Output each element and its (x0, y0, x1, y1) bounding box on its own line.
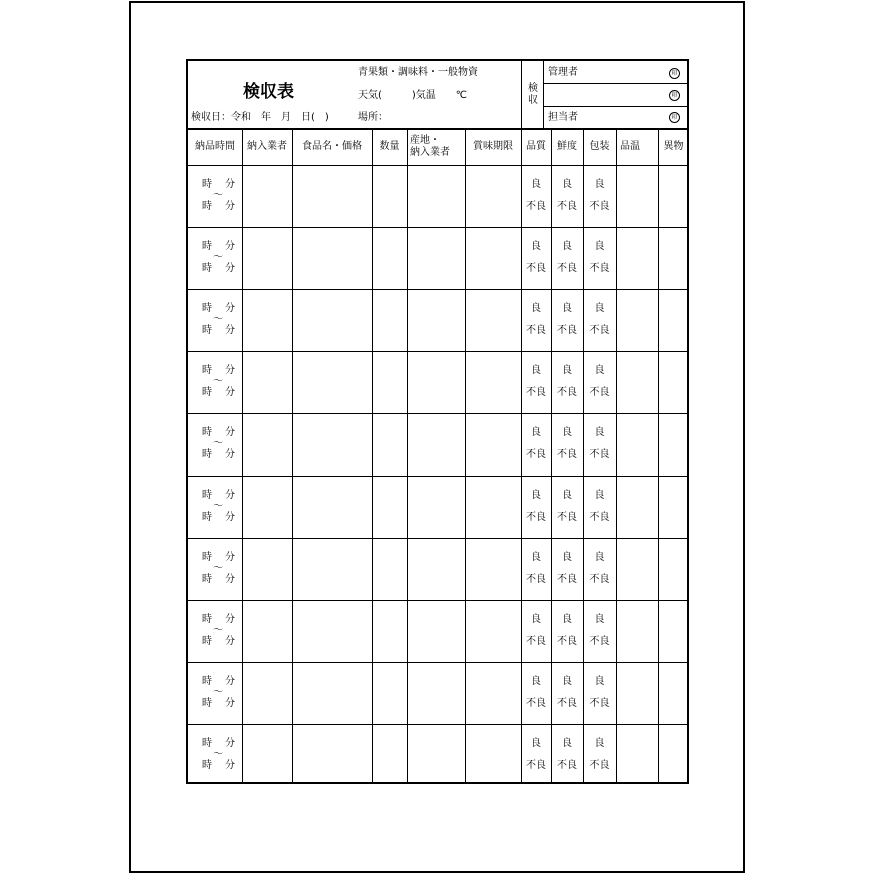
hour-label: 時 (202, 179, 212, 190)
minute-label: 分 (225, 201, 235, 212)
bad-label: 不良 (557, 511, 577, 523)
bad-label: 不良 (526, 263, 546, 275)
col-header-foreign: 異物 (663, 141, 684, 152)
good-label: 良 (531, 675, 541, 687)
minute-label: 分 (225, 365, 235, 377)
column-divider (521, 128, 522, 784)
hour-label: 時 (202, 551, 212, 563)
good-label: 良 (531, 613, 541, 625)
minute-label: 分 (225, 179, 235, 190)
inspection-label-1: 検 (528, 83, 538, 94)
good-label: 良 (594, 179, 605, 190)
bad-label: 不良 (557, 759, 577, 771)
hour-label: 時 (202, 759, 212, 771)
inspection-label-2: 収 (528, 95, 538, 106)
column-divider (242, 128, 243, 784)
minute-label: 分 (225, 573, 235, 585)
minute-label: 分 (225, 511, 235, 523)
row-divider (188, 289, 689, 290)
tilde-label: ～ (213, 686, 223, 698)
row-divider (188, 413, 689, 414)
minute-label: 分 (225, 551, 235, 563)
seal-icon: 印 (669, 112, 680, 123)
good-label: 良 (562, 551, 572, 563)
minute-label: 分 (225, 613, 235, 625)
good-label: 良 (562, 737, 572, 749)
person-in-charge-label: 担当者 (548, 112, 578, 123)
bad-label: 不良 (589, 263, 610, 275)
bad-label: 不良 (526, 325, 546, 337)
column-divider (658, 128, 659, 784)
col-header-origin-1: 産地・ (410, 135, 440, 146)
hour-label: 時 (202, 613, 212, 625)
good-label: 良 (594, 241, 605, 253)
good-label: 良 (531, 427, 541, 439)
bad-label: 不良 (589, 387, 610, 399)
col-header-food-price: 食品名・価格 (302, 141, 362, 152)
hour-label: 時 (202, 427, 212, 439)
good-label: 良 (594, 303, 605, 315)
hour-label: 時 (202, 675, 212, 687)
row-divider (188, 600, 689, 601)
col-header-temperature: 品温 (620, 141, 640, 152)
hour-label: 時 (202, 573, 212, 585)
good-label: 良 (594, 551, 605, 563)
tilde-label: ～ (213, 252, 223, 264)
row-divider (188, 538, 689, 539)
bad-label: 不良 (557, 449, 577, 461)
column-divider (616, 128, 617, 784)
tilde-label: ～ (213, 562, 223, 574)
col-header-expiry: 賞味期限 (473, 141, 513, 152)
good-label: 良 (531, 365, 541, 377)
row-divider (188, 227, 689, 228)
tilde-label: ～ (213, 190, 223, 201)
bad-label: 不良 (526, 201, 546, 212)
col-header-supplier: 納入業者 (247, 141, 287, 152)
column-divider (372, 128, 373, 784)
date-label: 検収日：令和 年 月 日( ) (191, 112, 329, 123)
bad-label: 不良 (589, 573, 610, 585)
good-label: 良 (594, 675, 605, 687)
hour-label: 時 (202, 697, 212, 709)
minute-label: 分 (225, 759, 235, 771)
tilde-label: ～ (213, 624, 223, 636)
good-label: 良 (562, 241, 572, 253)
tilde-label: ～ (213, 500, 223, 512)
hour-label: 時 (202, 489, 212, 501)
bad-label: 不良 (526, 511, 546, 523)
good-label: 良 (531, 489, 541, 501)
bad-label: 不良 (557, 387, 577, 399)
good-label: 良 (562, 427, 572, 439)
bad-label: 不良 (589, 759, 610, 771)
col-header-quantity: 数量 (379, 141, 400, 152)
good-label: 良 (562, 179, 572, 190)
column-divider (551, 128, 552, 784)
bad-label: 不良 (557, 697, 577, 709)
hour-label: 時 (202, 241, 212, 253)
good-label: 良 (562, 675, 572, 687)
good-label: 良 (562, 613, 572, 625)
minute-label: 分 (225, 263, 235, 275)
bad-label: 不良 (589, 201, 610, 212)
tilde-label: ～ (213, 314, 223, 326)
minute-label: 分 (225, 675, 235, 687)
column-divider (583, 128, 584, 784)
good-label: 良 (594, 737, 605, 749)
seal-icon: 印 (669, 68, 680, 79)
category-label: 青果類・調味料・一般物資 (358, 67, 478, 78)
minute-label: 分 (225, 387, 235, 399)
row-divider (188, 662, 689, 663)
hour-label: 時 (202, 263, 212, 275)
minute-label: 分 (225, 489, 235, 501)
location-label: 場所： (358, 112, 388, 123)
hour-label: 時 (202, 449, 212, 461)
col-header-delivery-time: 納品時間 (195, 141, 235, 152)
tilde-label: ～ (213, 748, 223, 760)
column-divider (292, 128, 293, 784)
bad-label: 不良 (557, 201, 577, 212)
minute-label: 分 (225, 303, 235, 315)
minute-label: 分 (225, 427, 235, 439)
column-divider (465, 128, 466, 784)
inspection-form (186, 59, 689, 784)
hour-label: 時 (202, 303, 212, 315)
row-divider (188, 351, 689, 352)
good-label: 良 (531, 737, 541, 749)
bad-label: 不良 (557, 635, 577, 647)
good-label: 良 (562, 303, 572, 315)
good-label: 良 (531, 179, 541, 190)
tilde-label: ～ (213, 376, 223, 388)
bad-label: 不良 (526, 387, 546, 399)
good-label: 良 (562, 489, 572, 501)
row-divider (188, 476, 689, 477)
good-label: 良 (531, 303, 541, 315)
bad-label: 不良 (557, 573, 577, 585)
col-header-packaging: 包装 (589, 141, 610, 152)
bad-label: 不良 (589, 635, 610, 647)
minute-label: 分 (225, 635, 235, 647)
seal-icon: 印 (669, 90, 680, 101)
tilde-label: ～ (213, 438, 223, 450)
hour-label: 時 (202, 201, 212, 212)
bad-label: 不良 (526, 449, 546, 461)
good-label: 良 (594, 427, 605, 439)
good-label: 良 (562, 365, 572, 377)
minute-label: 分 (225, 449, 235, 461)
good-label: 良 (531, 551, 541, 563)
bad-label: 不良 (526, 759, 546, 771)
hour-label: 時 (202, 511, 212, 523)
weather-label: 天気( )気温 ℃ (358, 90, 468, 101)
hour-label: 時 (202, 365, 212, 377)
col-header-origin-2: 納入業者 (410, 147, 450, 158)
hour-label: 時 (202, 325, 212, 337)
hour-label: 時 (202, 737, 212, 749)
col-header-freshness: 鮮度 (557, 141, 577, 152)
form-title: 検収表 (243, 82, 294, 102)
bad-label: 不良 (557, 263, 577, 275)
good-label: 良 (594, 613, 605, 625)
bad-label: 不良 (589, 697, 610, 709)
minute-label: 分 (225, 241, 235, 253)
hour-label: 時 (202, 387, 212, 399)
col-header-quality: 品質 (526, 141, 546, 152)
minute-label: 分 (225, 325, 235, 337)
bad-label: 不良 (589, 511, 610, 523)
bad-label: 不良 (526, 573, 546, 585)
bad-label: 不良 (557, 325, 577, 337)
bad-label: 不良 (589, 449, 610, 461)
column-divider (407, 128, 408, 784)
manager-label: 管理者 (548, 67, 578, 78)
bad-label: 不良 (526, 697, 546, 709)
row-divider (188, 724, 689, 725)
good-label: 良 (594, 489, 605, 501)
good-label: 良 (594, 365, 605, 377)
minute-label: 分 (225, 737, 235, 749)
bad-label: 不良 (526, 635, 546, 647)
minute-label: 分 (225, 697, 235, 709)
bad-label: 不良 (589, 325, 610, 337)
good-label: 良 (531, 241, 541, 253)
hour-label: 時 (202, 635, 212, 647)
